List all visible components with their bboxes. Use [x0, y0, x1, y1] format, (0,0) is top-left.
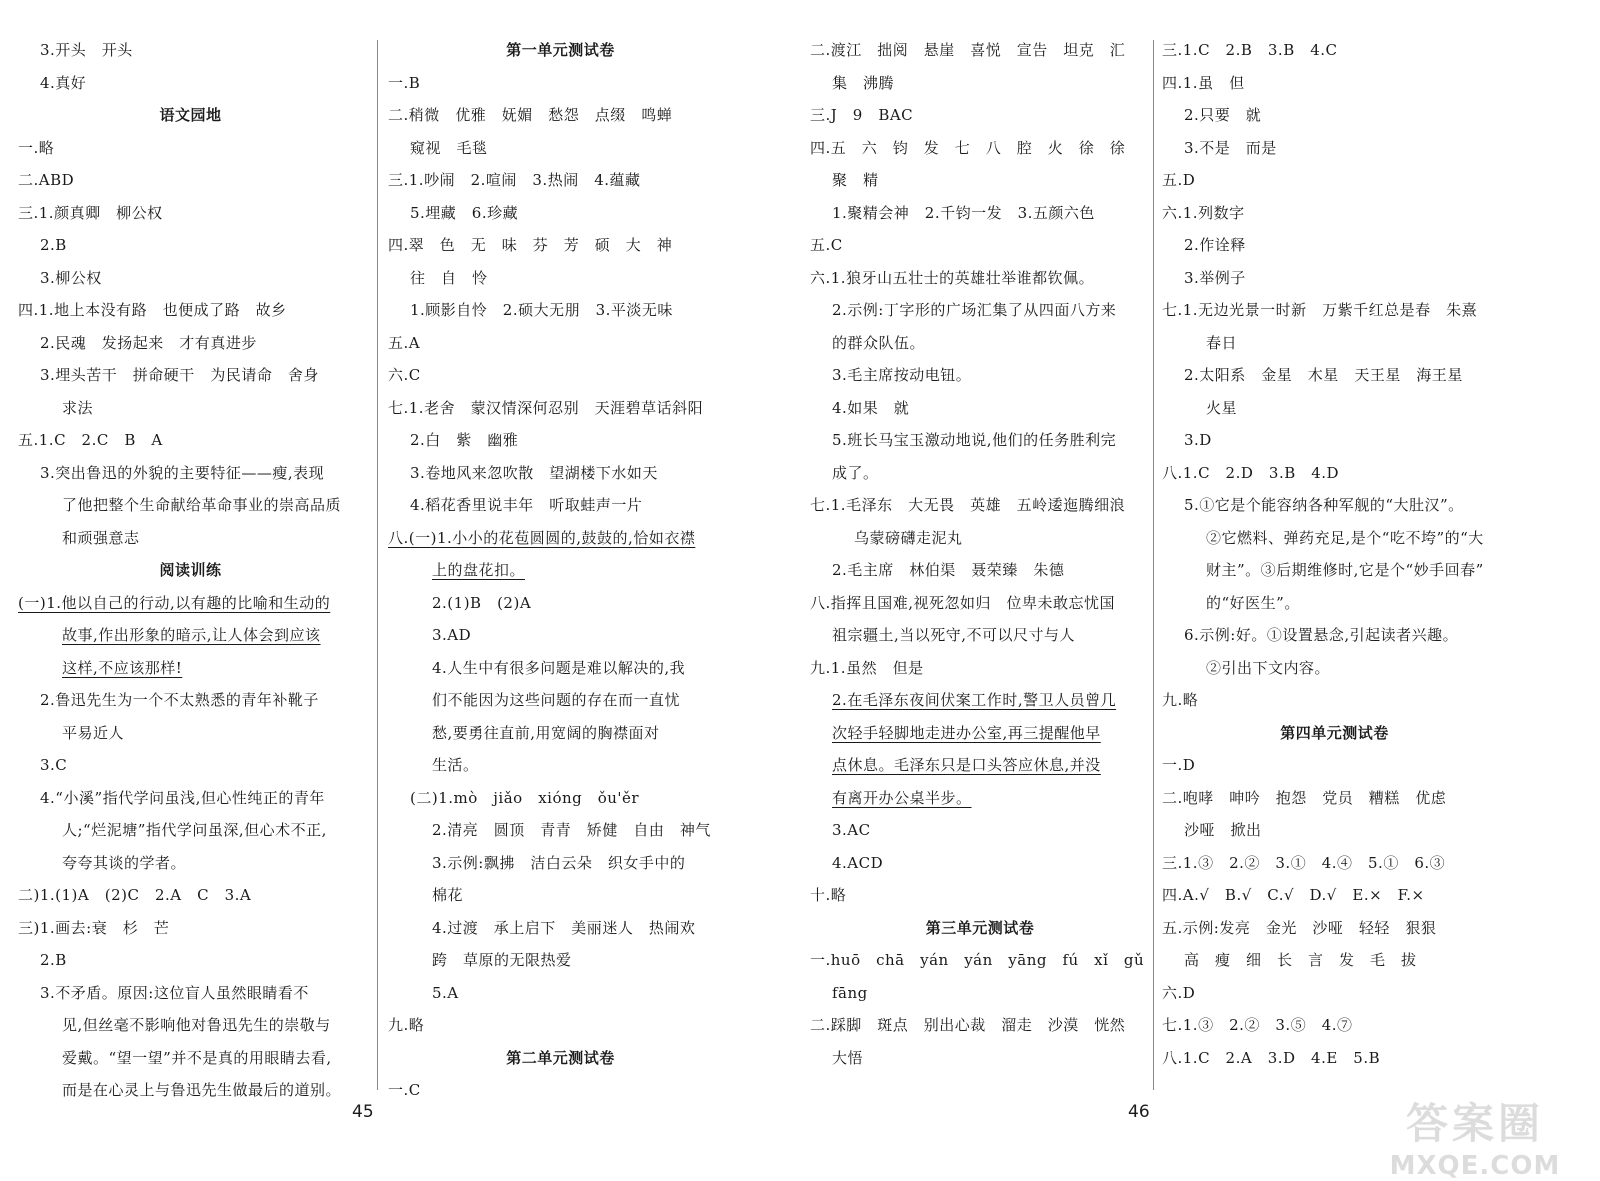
answer-text: 八.(一)1.小小的花苞圆圆的,鼓鼓的,恰如衣襟	[388, 528, 696, 547]
answer-line	[810, 132, 1150, 165]
answer-text: 和顽强意志	[62, 528, 140, 547]
answer-line	[1162, 944, 1507, 977]
answer-text: 3.D	[1184, 431, 1212, 449]
answer-line	[388, 782, 733, 815]
answer-text: 三)1.画去:衰 杉 芒	[18, 918, 170, 937]
answer-line	[388, 359, 733, 392]
answer-text: 4.稻花香里说丰年 听取蛙声一片	[410, 496, 643, 514]
answer-text: 而是在心灵上与鲁迅先生做最后的道别。	[62, 1081, 342, 1099]
answer-text: 次轻手轻脚地走进办公室,再三提醒他早	[832, 723, 1101, 742]
answer-line	[18, 912, 363, 945]
page-46	[800, 0, 1600, 1179]
answer-line	[810, 879, 1150, 912]
answer-text: 语文园地	[159, 106, 222, 124]
answer-line	[1162, 359, 1507, 392]
answer-text: 2.只要 就	[1184, 106, 1262, 124]
answer-text: 6.示例:好。①设置悬念,引起读者兴趣。	[1184, 626, 1459, 644]
answer-line	[18, 619, 363, 652]
answer-text: 沙哑 掀出	[1184, 821, 1262, 839]
answer-line	[18, 34, 363, 67]
answer-text: 第二单元测试卷	[506, 1048, 615, 1067]
answer-line	[388, 197, 733, 230]
answer-line	[18, 782, 363, 815]
page-number: 45	[352, 1102, 374, 1122]
answer-line	[810, 977, 1150, 1010]
answer-text: 3.AC	[832, 821, 871, 839]
answer-line	[18, 67, 363, 100]
page-number: 46	[1128, 1102, 1150, 1122]
answer-text: 九.1.虽然 但是	[810, 658, 924, 677]
answer-text: 求法	[62, 398, 94, 417]
answer-text: 3.突出鲁迅的外貌的主要特征——瘦,表现	[40, 463, 325, 482]
page-45	[0, 0, 800, 1179]
answer-line	[810, 717, 1150, 750]
answer-text: 乌蒙磅礴走泥丸	[854, 528, 963, 547]
answer-text: 往 自 怜	[410, 268, 488, 287]
answer-line	[388, 164, 733, 197]
answer-text: 们不能因为这些问题的存在而一直忧	[432, 691, 681, 709]
answer-text: 2.B	[40, 951, 67, 969]
answer-line	[388, 489, 733, 522]
answer-text: 六.D	[1162, 983, 1196, 1002]
answer-line	[1162, 912, 1507, 945]
answer-text: 3.举例子	[1184, 268, 1246, 287]
answer-line	[1162, 749, 1507, 782]
answer-text: 的“好医生”。	[1206, 593, 1300, 612]
answer-text: 2.B	[40, 236, 67, 254]
answer-text: 2.在毛泽东夜间伏案工作时,警卫人员曾几	[832, 691, 1117, 709]
answer-text: 生活。	[432, 756, 479, 774]
answer-line	[1162, 587, 1507, 620]
answer-line	[1162, 262, 1507, 295]
answer-line	[388, 814, 733, 847]
answer-text: (一)1.他以自己的行动,以有趣的比喻和生动的	[18, 593, 331, 612]
answer-line	[18, 392, 363, 425]
answer-line	[388, 132, 733, 165]
answer-text: 窥视 毛毯	[410, 138, 488, 157]
answer-line	[388, 1074, 733, 1107]
answer-text: 五.A	[388, 333, 421, 352]
answer-line	[388, 262, 733, 295]
answer-text: 四.A.√ B.√ C.√ D.√ E.× F.×	[1162, 886, 1425, 904]
answer-text: 火星	[1206, 398, 1238, 417]
answer-line	[1162, 652, 1507, 685]
answer-text: 四.五 六 钧 发 七 八 腔 火 徐 徐	[810, 138, 1126, 157]
answer-text: 3.卷地风来忽吹散 望湖楼下水如天	[410, 463, 658, 482]
answer-text: 3.示例:飘拂 洁白云朵 织女手中的	[432, 853, 686, 872]
answer-line	[388, 229, 733, 262]
answer-text: 3.柳公权	[40, 268, 102, 287]
answer-text: (二)1.mò jiǎo xióng ǒu'ěr	[410, 788, 640, 807]
answer-text: 2.示例:丁字形的广场汇集了从四面八方来	[832, 301, 1117, 319]
answer-line	[18, 944, 363, 977]
answer-text: 三.1.颜真卿 柳公权	[18, 203, 163, 222]
answer-line	[388, 424, 733, 457]
answer-text: 财主”。③后期维修时,它是个“妙手回春”	[1206, 561, 1484, 579]
answer-text: 4.“小溪”指代学问虽浅,但心性纯正的青年	[40, 788, 325, 807]
answer-text: 九.略	[388, 1016, 425, 1034]
answer-text: 3.埋头苦干 拼命硬干 为民请命 舍身	[40, 366, 319, 384]
answer-line	[1162, 1042, 1507, 1075]
answer-line	[18, 132, 363, 165]
answer-text: 4.如果 就	[832, 398, 910, 417]
answer-line	[18, 1009, 363, 1042]
answer-line	[388, 977, 733, 1010]
answer-line	[388, 619, 733, 652]
answer-text: 见,但丝毫不影响他对鲁迅先生的崇敬与	[62, 1016, 331, 1034]
answer-line	[810, 262, 1150, 295]
answer-line	[810, 1009, 1150, 1042]
answer-line	[388, 67, 733, 100]
answer-line	[388, 1009, 733, 1042]
answer-text: 三.1.吵闹 2.喧闹 3.热闹 4.蕴藏	[388, 171, 641, 189]
answer-text: ②引出下文内容。	[1206, 658, 1331, 677]
answer-line	[388, 944, 733, 977]
section-heading	[1162, 717, 1507, 750]
answer-text: 七.1.毛泽东 大无畏 英雄 五岭逶迤腾细浪	[810, 496, 1126, 514]
answer-text: 5.班长马宝玉激动地说,他们的任务胜利完	[832, 431, 1117, 449]
answer-text: 3.C	[40, 756, 68, 774]
answer-line	[388, 554, 733, 587]
answer-text: 2.白 紫 幽雅	[410, 431, 519, 449]
answer-line	[810, 67, 1150, 100]
answer-line	[18, 684, 363, 717]
answer-line	[810, 1042, 1150, 1075]
answer-text: 四.1.地上本没有路 也便成了路 故乡	[18, 301, 287, 319]
answer-line	[1162, 814, 1507, 847]
answer-column-4	[1162, 34, 1507, 1074]
answer-line	[18, 749, 363, 782]
answer-text: 2.毛主席 林伯渠 聂荣臻 朱德	[832, 561, 1065, 579]
answer-text: 春日	[1206, 333, 1238, 352]
answer-text: 4.过渡 承上启下 美丽迷人 热闹欢	[432, 918, 696, 937]
answer-line	[18, 327, 363, 360]
answer-text: 四.1.虽 但	[1162, 73, 1245, 92]
answer-text: 六.1.列数字	[1162, 203, 1245, 222]
answer-text: 五.D	[1162, 171, 1196, 189]
answer-line	[18, 879, 363, 912]
answer-text: 七.1.无边光景一时新 万紫千红总是春 朱熹	[1162, 301, 1478, 319]
answer-line	[388, 522, 733, 555]
answer-text: 一.D	[1162, 756, 1196, 774]
answer-text: 5.A	[432, 983, 459, 1002]
answer-text: 棉花	[432, 886, 464, 904]
answer-line	[810, 684, 1150, 717]
answer-line	[18, 197, 363, 230]
answer-line	[1162, 327, 1507, 360]
answer-line	[1162, 34, 1507, 67]
answer-text: 八.1.C 2.D 3.B 4.D	[1162, 463, 1340, 482]
answer-line	[18, 359, 363, 392]
answer-text: 2.(1)B (2)A	[432, 593, 532, 612]
answer-line	[18, 814, 363, 847]
answer-text: 一.huō chā yán yán yāng fú xǐ gǔ	[810, 951, 1145, 969]
answer-text: 1.顾影自怜 2.硕大无朋 3.平淡无味	[410, 301, 673, 319]
answer-text: 1.聚精会神 2.千钧一发 3.五颜六色	[832, 203, 1095, 222]
answer-line	[388, 684, 733, 717]
answer-text: 二.ABD	[18, 171, 75, 189]
answer-text: 第四单元测试卷	[1280, 723, 1389, 742]
answer-line	[18, 652, 363, 685]
answer-text: 4.人生中有很多问题是难以解决的,我	[432, 658, 686, 677]
answer-text: 故事,作出形象的暗示,让人体会到应该	[62, 626, 321, 644]
answer-line	[388, 652, 733, 685]
answer-line	[1162, 619, 1507, 652]
answer-text: 2.清亮 圆顶 青青 矫健 自由 神气	[432, 821, 711, 839]
answer-line	[1162, 684, 1507, 717]
answer-text: 四.翠 色 无 味 芬 芳 硕 大 神	[388, 236, 673, 254]
answer-text: 八.指挥且国难,视死忽如归 位卑未敢忘忧国	[810, 593, 1116, 612]
answer-line	[810, 782, 1150, 815]
answer-line	[388, 847, 733, 880]
answer-text: 爱戴。“望一望”并不是真的用眼睛去看,	[62, 1048, 332, 1067]
answer-line	[810, 229, 1150, 262]
answer-text: 平易近人	[62, 723, 125, 742]
answer-line	[1162, 99, 1507, 132]
answer-line	[388, 294, 733, 327]
answer-text: 六.C	[388, 366, 421, 384]
answer-line	[18, 587, 363, 620]
answer-text: 阅读训练	[159, 561, 222, 579]
answer-text: 一.C	[388, 1081, 421, 1099]
answer-text: 二.咆哮 呻吟 抱怨 党员 糟糕 优虑	[1162, 788, 1447, 807]
answer-line	[18, 522, 363, 555]
answer-text: 5.埋藏 6.珍藏	[410, 203, 519, 222]
watermark-url: MXQE.COM	[1389, 1151, 1561, 1181]
answer-line	[1162, 392, 1507, 425]
answer-text: 聚 精	[832, 171, 879, 189]
answer-line	[810, 34, 1150, 67]
answer-line	[810, 359, 1150, 392]
section-heading	[18, 554, 363, 587]
answer-line	[1162, 554, 1507, 587]
answer-line	[388, 717, 733, 750]
answer-line	[18, 164, 363, 197]
answer-line	[810, 522, 1150, 555]
answer-text: 的群众队伍。	[832, 333, 926, 352]
answer-text: 2.民魂 发扬起来 才有真进步	[40, 333, 257, 352]
answer-text: 有离开办公桌半步。	[832, 788, 972, 807]
answer-text: 成了。	[832, 463, 879, 482]
answer-line	[810, 944, 1150, 977]
answer-text: 愁,要勇往直前,用宽阔的胸襟面对	[432, 723, 660, 742]
answer-text: 一.B	[388, 73, 421, 92]
answer-line	[18, 457, 363, 490]
answer-line	[18, 1042, 363, 1075]
answer-text: 高 瘦 细 长 言 发 毛 拔	[1184, 951, 1417, 969]
answer-line	[18, 294, 363, 327]
section-heading	[388, 34, 733, 67]
answer-line	[1162, 294, 1507, 327]
answer-text: 4.ACD	[832, 853, 884, 872]
answer-text: 3.毛主席按动电钮。	[832, 366, 972, 384]
answer-line	[18, 717, 363, 750]
answer-line	[1162, 132, 1507, 165]
answer-line	[810, 294, 1150, 327]
answer-text: 三.J 9 BAC	[810, 106, 914, 124]
answer-text: 3.不是 而是	[1184, 138, 1277, 157]
answer-text: ②它燃料、弹药充足,是个“吃不垮”的“大	[1206, 528, 1484, 547]
answer-line	[810, 814, 1150, 847]
answer-line	[1162, 164, 1507, 197]
section-heading	[388, 1042, 733, 1075]
answer-text: 二.踩脚 斑点 别出心裁 溜走 沙漠 恍然	[810, 1016, 1126, 1034]
answer-line	[810, 749, 1150, 782]
answer-line	[1162, 847, 1507, 880]
answer-line	[810, 489, 1150, 522]
answer-line	[388, 879, 733, 912]
answer-line	[810, 587, 1150, 620]
answer-text: 人;“烂泥塘”指代学问虽深,但心术不正,	[62, 821, 327, 839]
answer-text: 六.1.狼牙山五壮士的英雄壮举谁都钦佩。	[810, 268, 1095, 287]
answer-text: 3.不矛盾。原因:这位盲人虽然眼睛看不	[40, 983, 309, 1002]
answer-line	[1162, 879, 1507, 912]
section-heading	[18, 99, 363, 132]
answer-column-3	[810, 34, 1150, 1074]
section-heading	[810, 912, 1150, 945]
answer-text: 一.略	[18, 138, 55, 157]
answer-line	[810, 164, 1150, 197]
answer-line	[18, 1074, 363, 1107]
answer-line	[1162, 229, 1507, 262]
answer-line	[388, 392, 733, 425]
watermark-text: 答案圈	[1405, 1099, 1544, 1148]
answer-text: 三.1.C 2.B 3.B 4.C	[1162, 41, 1338, 59]
answer-line	[810, 197, 1150, 230]
answer-line	[1162, 457, 1507, 490]
answer-text: 五.C	[810, 236, 843, 254]
answer-line	[1162, 197, 1507, 230]
answer-text: 2.鲁迅先生为一个不太熟悉的青年补靴子	[40, 691, 319, 709]
answer-line	[388, 749, 733, 782]
answer-line	[388, 587, 733, 620]
answer-line	[1162, 67, 1507, 100]
answer-line	[388, 457, 733, 490]
answer-text: 五.1.C 2.C B A	[18, 431, 163, 449]
answer-text: 二.渡江 拙阅 悬崖 喜悦 宣告 坦克 汇	[810, 41, 1126, 59]
answer-line	[810, 554, 1150, 587]
answer-line	[18, 977, 363, 1010]
answer-text: 二)1.(1)A (2)C 2.A C 3.A	[18, 886, 252, 904]
answer-text: 七.1.③ 2.② 3.⑤ 4.⑦	[1162, 1016, 1353, 1034]
answer-line	[18, 229, 363, 262]
answer-column-1	[18, 34, 363, 1107]
answer-text: 第三单元测试卷	[925, 918, 1035, 937]
answer-line	[1162, 782, 1507, 815]
answer-line	[1162, 1009, 1507, 1042]
answer-text: 集 沸腾	[832, 73, 895, 92]
answer-line	[810, 457, 1150, 490]
answer-text: 第一单元测试卷	[506, 41, 615, 59]
answer-text: 跨 草原的无限热爱	[432, 951, 572, 969]
answer-line	[18, 262, 363, 295]
answer-text: 2.太阳系 金星 木星 天王星 海王星	[1184, 366, 1463, 384]
column-divider	[377, 40, 378, 1090]
answer-text: 八.1.C 2.A 3.D 4.E 5.B	[1162, 1048, 1381, 1067]
answer-line	[810, 619, 1150, 652]
answer-text: 2.作诠释	[1184, 236, 1246, 254]
answer-column-2	[388, 34, 733, 1107]
answer-line	[810, 392, 1150, 425]
answer-text: 十.略	[810, 886, 847, 904]
answer-line	[810, 327, 1150, 360]
answer-text: 二.稍微 优雅 妩媚 愁怨 点缀 鸣蝉	[388, 106, 673, 124]
answer-text: 大悟	[832, 1048, 864, 1067]
answer-line	[18, 847, 363, 880]
answer-line	[18, 489, 363, 522]
answer-line	[810, 99, 1150, 132]
answer-line	[810, 424, 1150, 457]
answer-text: 七.1.老舍 蒙汉情深何忍别 天涯碧草话斜阳	[388, 398, 704, 417]
answer-line	[810, 652, 1150, 685]
answer-text: fāng	[832, 983, 868, 1002]
answer-line	[388, 912, 733, 945]
answer-text: 5.①它是个能容纳各种军舰的“大肚汉”。	[1184, 496, 1464, 514]
answer-text: 了他把整个生命献给革命事业的崇高品质	[62, 496, 342, 514]
answer-text: 上的盘花扣。	[432, 561, 526, 579]
answer-line	[1162, 977, 1507, 1010]
answer-text: 夸夸其谈的学者。	[62, 853, 187, 872]
answer-text: 五.示例:发亮 金光 沙哑 轻轻 狠狠	[1162, 918, 1437, 937]
answer-text: 九.略	[1162, 691, 1199, 709]
answer-line	[1162, 489, 1507, 522]
answer-text: 祖宗疆土,当以死守,不可以尺寸与人	[832, 626, 1076, 644]
answer-line	[1162, 522, 1507, 555]
answer-line	[18, 424, 363, 457]
answer-line	[1162, 424, 1507, 457]
answer-line	[810, 847, 1150, 880]
answer-line	[388, 327, 733, 360]
column-divider	[1153, 40, 1154, 1090]
answer-text: 三.1.③ 2.② 3.① 4.④ 5.① 6.③	[1162, 853, 1446, 872]
watermark-logo	[1360, 1091, 1590, 1181]
answer-text: 点休息。毛泽东只是口头答应休息,并没	[832, 756, 1101, 774]
answer-line	[388, 99, 733, 132]
answer-text: 3.开头 开头	[40, 41, 133, 59]
answer-text: 这样,不应该那样!	[62, 658, 183, 677]
answer-text: 4.真好	[40, 73, 87, 92]
answer-text: 3.AD	[432, 626, 472, 644]
